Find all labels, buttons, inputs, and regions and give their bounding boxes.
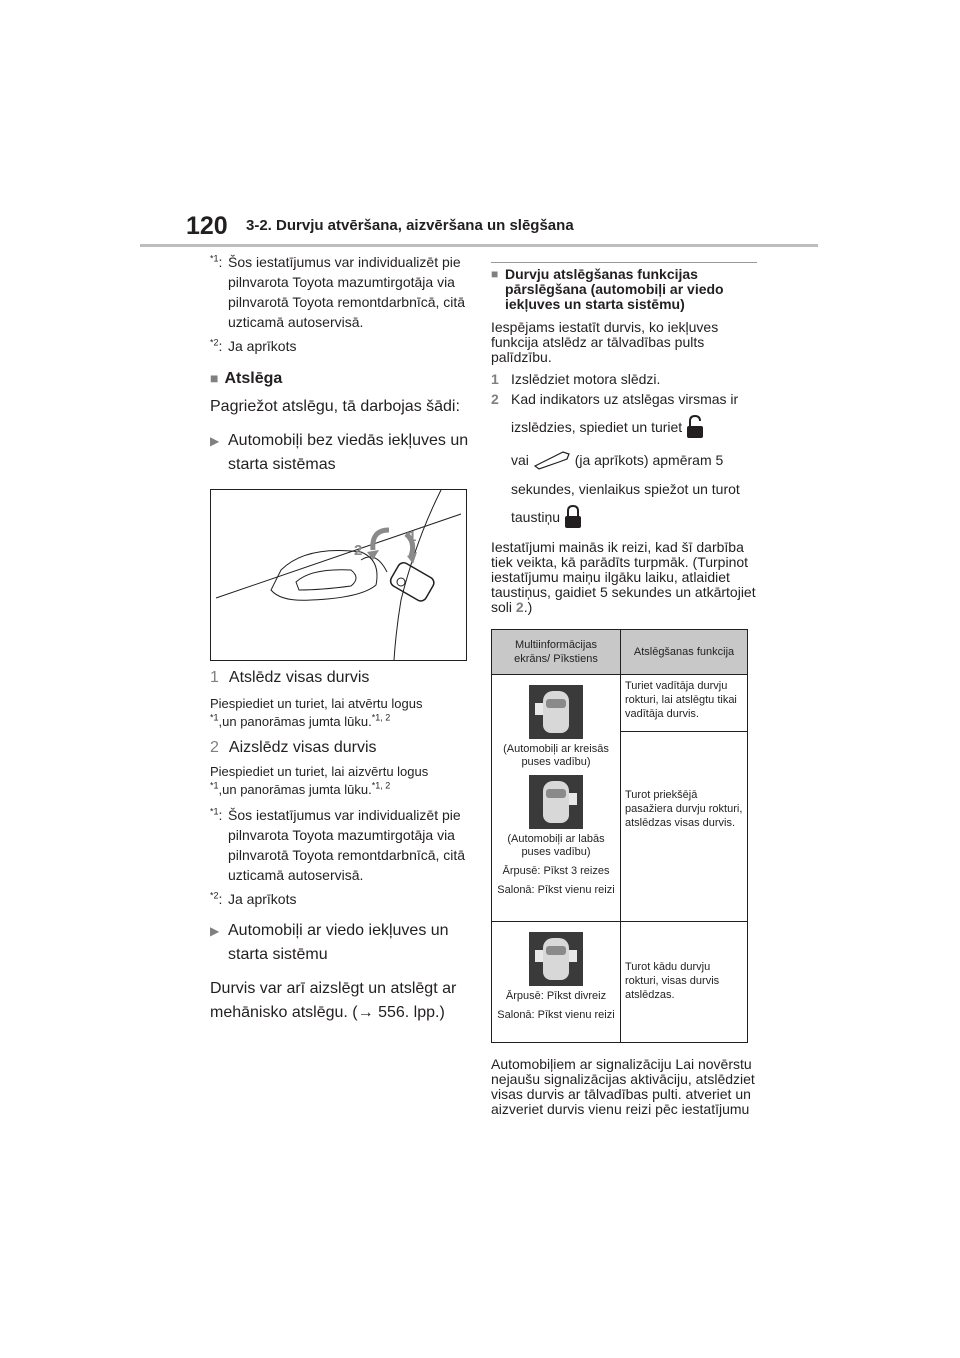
square-bullet-icon: ■	[491, 267, 499, 281]
right-column	[491, 262, 757, 1117]
table-header-display: Multiinformācijas ekrāns/ Pīkstiens	[492, 630, 621, 675]
alarm-note-text: Automobiļiem ar signalizāciju Lai novērstu nejaušu signalizācijas aktivāciju, atslēdziet visas durvis ar tālvadības pulti. atveriet un aizveriet durvis vienu reizi pēc iestatījumu	[491, 1056, 755, 1117]
key-heading: ■ Atslēga	[210, 370, 283, 387]
table-cell-function-3: Turot kādu durvju rokturi, visas durvis atslēdzas.	[621, 922, 748, 1043]
table-header-function: Atslēgšanas funkcija	[621, 630, 748, 675]
car-driver-door-open-icon	[529, 775, 583, 829]
mechanical-key-text: Durvis var arī aizslēgt un atslēgt ar mehānisko atslēgu. (→ 556. lpp.)	[210, 980, 457, 1021]
page-number: 120	[186, 212, 228, 240]
table-cell-display-3: Ārpusē: Pīkst divreiz Salonā: Pīkst vienu reizi	[492, 922, 621, 1043]
figure-label-2: 2	[354, 542, 363, 559]
figure-label-1: 1	[408, 528, 417, 545]
turn-text: Pagriežot atslēgu, tā darbojas šādi:	[210, 398, 460, 415]
step-1-detail: Piespiediet un turiet, lai atvērtu logus $^{*1}$,un panorāmas jumta lūku.$^{*1, 2}$	[210, 696, 423, 729]
step-2-detail: Piespiediet un turiet, lai aizvērtu logus $^{*1}$,un panorāmas jumta lūku.$^{*1, 2}$	[210, 764, 429, 797]
table-cell-display-1: (Automobiļi ar kreisās puses vadību) (Automobiļi ar labās puses vadību) Ārpusē: Pīkst 3 reizes Salonā: Pīkst vienu reizi	[492, 675, 621, 922]
car-driver-door-open-icon	[529, 685, 583, 739]
settings-cycle-text: Iestatījumi mainās ik reizi, kad šī darbība tiek veikta, kā parādīts turpmāk. (Turpinot iestatījumu maiņu ilgāku laiku, atlaidiet taustiņus, gaidiet 5 sekundes un atkārtojiet soli 2.)	[491, 539, 756, 615]
triangle-bullet-icon: ▶	[210, 434, 220, 448]
square-bullet-icon: ■	[210, 370, 219, 386]
table-cell-function-1: Turiet vadītāja durvju rokturi, lai atslēgtu tikai vadītāja durvis.	[621, 675, 748, 732]
footnote-3: $^{*1}$: Šos iestatījumus var individualizēt pie pilnvarota Toyota mazumtirgotāja via pilnvarotā Toyota remontdarbnīcā, citā uzticamā autoservisā.	[210, 806, 466, 883]
section-title: 3-2. Durvju atvēršana, aizvēršana un slēgšana	[246, 217, 574, 234]
footnote-2: $^{*2}$: Ja aprīkots	[210, 337, 297, 354]
intro-text: Iespējams iestatīt durvis, ko iekļuves funkcija atslēdz ar tālvadības pults palīdzību.	[491, 319, 719, 365]
step-1: 1 Atslēdz visas durvis	[210, 669, 370, 686]
unlock-switch-heading: ■ Durvju atslēgšanas funkcijas pārslēgšana (automobiļi ar viedo iekļuves un starta sistēmu)	[491, 262, 757, 312]
header-rule	[140, 244, 818, 247]
key-fob-icon	[533, 450, 571, 473]
unlock-icon	[686, 415, 704, 442]
footnote-4: $^{*2}$: Ja aprīkots	[210, 890, 297, 907]
table-cell-function-2: Turot priekšējā pasažiera durvju rokturi, atslēdzas visas durvis.	[621, 732, 748, 922]
footnote-1: $^{*1}$: Šos iestatījumus var individualizēt pie pilnvarota Toyota mazumtirgotāja via pilnvarotā Toyota remontdarbnīcā, citā uzticamā autoservisā.	[210, 253, 466, 330]
door-handle-key-illustration	[210, 489, 467, 661]
right-step-1: 1 Izslēdziet motora slēdzi.	[491, 371, 661, 387]
subheading-smart-entry: ▶ Automobiļi ar viedo iekļuves un starta sistēmu	[210, 919, 472, 967]
triangle-bullet-icon: ▶	[210, 924, 220, 938]
right-step-2: 2 Kad indikators uz atslēgas virsmas ir izslēdzies, spiediet un turiet vai (ja aprīkots) apmēram 5 sekundes, vienlaikus spiežot un turot taustiņu	[491, 391, 757, 532]
unlock-function-table	[491, 629, 748, 1043]
step-2: 2 Aizslēdz visas durvis	[210, 739, 377, 756]
car-all-doors-open-icon	[529, 932, 583, 986]
left-column	[210, 252, 472, 1025]
lock-icon	[564, 505, 582, 532]
subheading-no-smart-entry: ▶ Automobiļi bez viedās iekļuves un starta sistēmas	[210, 429, 472, 477]
